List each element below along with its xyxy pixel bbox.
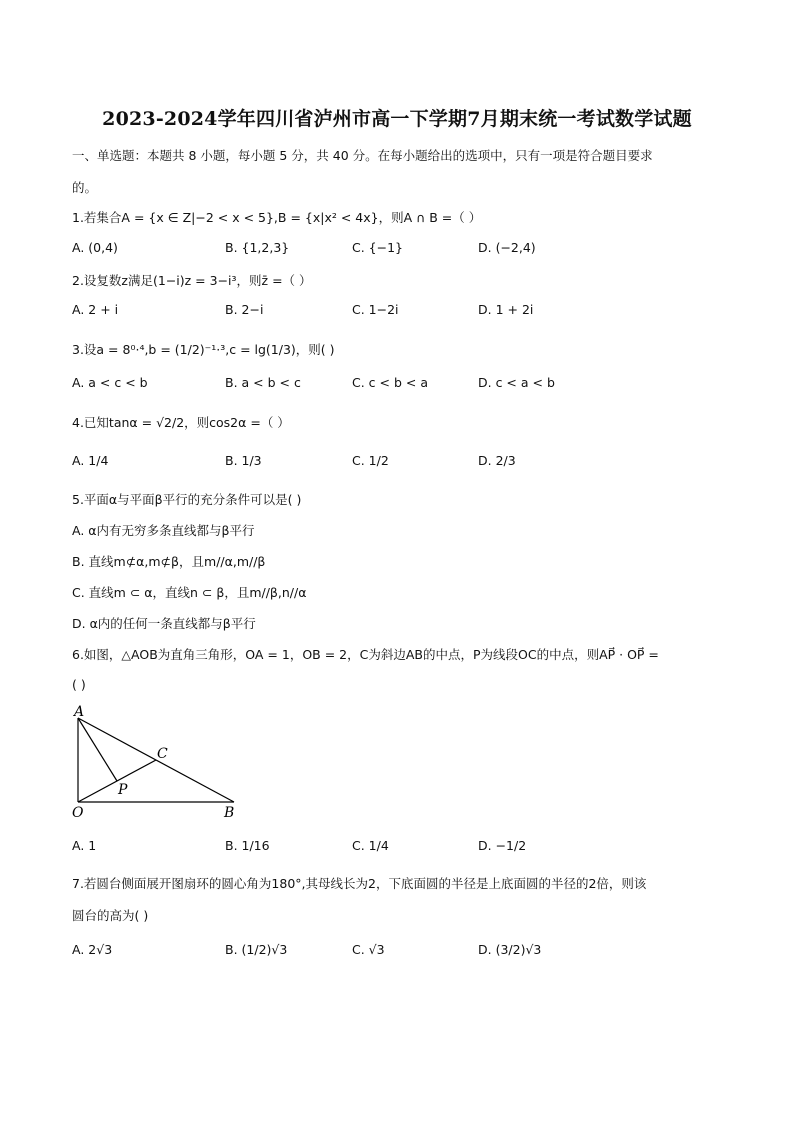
question-7-stem-cont: 圆台的高为( ) (72, 908, 149, 923)
q5-option-b: B. 直线m⊄α,m⊄β，且m//α,m//β (72, 554, 266, 569)
q1-option-c: C. {−1} (352, 240, 404, 255)
triangle-figure (66, 702, 246, 822)
question-2-options (72, 302, 722, 322)
q5-option-d: D. α内的任何一条直线都与β平行 (72, 616, 256, 631)
q4-option-c: C. 1/2 (352, 453, 389, 468)
q6-option-b: B. 1/16 (225, 838, 270, 853)
q1-option-a: A. (0,4) (72, 240, 118, 255)
q4-option-d: D. 2/3 (478, 453, 516, 468)
label-o: O (72, 805, 84, 821)
label-p: P (118, 782, 128, 798)
segment-ap (78, 718, 117, 781)
q3-option-a: A. a < c < b (72, 375, 148, 390)
question-5-stem: 5.平面α与平面β平行的充分条件可以是( ) (72, 492, 302, 507)
question-1-options (72, 240, 722, 260)
question-2-stem: 2.设复数z满足(1−i)z = 3−i³，则z̄ =（ ） (72, 273, 312, 288)
q2-option-a: A. 2 + i (72, 302, 119, 317)
section-heading-cont: 的。 (72, 180, 98, 195)
question-6-stem: 6.如图，△AOB为直角三角形，OA = 1，OB = 2，C为斜边AB的中点，P为线段OC的中点，则AP⃗ · OP⃗ = (72, 647, 659, 662)
label-a: A (74, 704, 85, 720)
exam-title: 2023-2024学年四川省泸州市高一下学期7月期末统一考试数学试题 (102, 108, 692, 130)
q7-option-b: B. (1/2)√3 (225, 942, 288, 957)
question-1-stem: 1.若集合A = {x ∈ Z|−2 < x < 5},B = {x|x² < 4x}，则A ∩ B =（ ） (72, 210, 482, 225)
q2-option-d: D. 1 + 2i (478, 302, 534, 317)
q7-option-c: C. √3 (352, 942, 385, 957)
q5-option-c: C. 直线m ⊂ α，直线n ⊂ β，且m//β,n//α (72, 585, 307, 600)
q1-option-d: D. (−2,4) (478, 240, 536, 255)
q7-option-d: D. (3/2)√3 (478, 942, 542, 957)
q2-option-b: B. 2−i (225, 302, 264, 317)
q2-option-c: C. 1−2i (352, 302, 399, 317)
question-6-options (72, 838, 722, 858)
q6-option-d: D. −1/2 (478, 838, 527, 853)
q3-option-c: C. c < b < a (352, 375, 428, 390)
question-6-stem-cont: ( ) (72, 677, 86, 692)
q7-option-a: A. 2√3 (72, 942, 113, 957)
label-b: B (224, 805, 235, 821)
question-4-stem: 4.已知tanα = √2/2，则cos2α =（ ） (72, 415, 290, 430)
section-heading: 一、单选题：本题共 8 小题，每小题 5 分，共 40 分。在每小题给出的选项中，只有一项是符合题目要求 (72, 148, 653, 163)
question-4-options (72, 453, 722, 473)
question-7-stem: 7.若圆台侧面展开图扇环的圆心角为180°,其母线长为2，下底面圆的半径是上底面圆的半径的2倍，则该 (72, 876, 647, 891)
q6-option-c: C. 1/4 (352, 838, 389, 853)
q5-option-a: A. α内有无穷多条直线都与β平行 (72, 523, 255, 538)
question-7-options (72, 942, 722, 962)
q4-option-b: B. 1/3 (225, 453, 262, 468)
label-c: C (157, 746, 168, 762)
question-3-options (72, 375, 722, 395)
q1-option-b: B. {1,2,3} (225, 240, 290, 255)
question-3-stem: 3.设a = 8⁰·⁴,b = (1/2)⁻¹·³,c = lg(1/3)，则( ) (72, 342, 335, 357)
q6-option-a: A. 1 (72, 838, 97, 853)
q3-option-d: D. c < a < b (478, 375, 555, 390)
q4-option-a: A. 1/4 (72, 453, 109, 468)
q3-option-b: B. a < b < c (225, 375, 301, 390)
